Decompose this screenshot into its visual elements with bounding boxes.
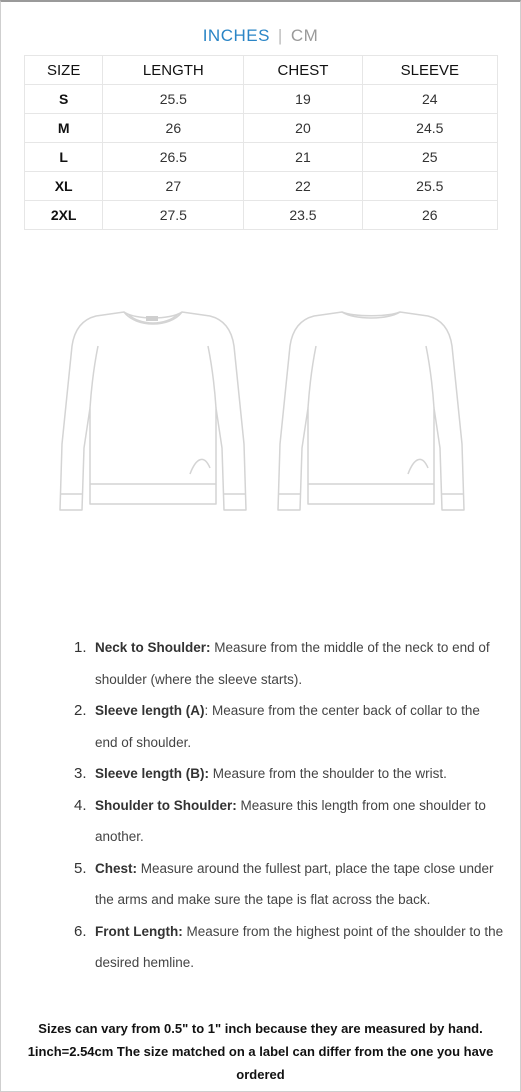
list-item [74, 790, 504, 853]
list-item [74, 758, 504, 790]
step-text: Measure around the fullest part, place the tape close under the arms and make sure the tape is flat across the back. [95, 860, 494, 907]
length-cell: 27 [103, 172, 244, 201]
step-text: Measure this length from one shoulder to another. [95, 797, 486, 844]
unit-toggle [0, 26, 521, 46]
length-cell: 27.5 [103, 201, 244, 230]
step-number: 3. [74, 765, 87, 782]
header-size: SIZE [25, 56, 103, 85]
list-item [74, 632, 504, 695]
length-cell: 25.5 [103, 85, 244, 114]
table-row [25, 201, 498, 230]
step-term: Shoulder to Shoulder: [95, 797, 237, 813]
header-length: LENGTH [103, 56, 244, 85]
table-row [25, 114, 498, 143]
step-term: Sleeve length (A) [95, 703, 205, 718]
sleeve-cell: 26 [362, 201, 497, 230]
sweatshirt-back-icon [278, 312, 464, 510]
chest-cell: 20 [244, 114, 362, 143]
step-text: Measure from the middle of the neck to end of shoulder (where the sleeve starts). [95, 640, 490, 687]
length-cell: 26 [103, 114, 244, 143]
unit-separator: | [277, 26, 283, 45]
measurement-steps [74, 632, 504, 979]
step-term: Chest: [95, 860, 138, 876]
step-term: Sleeve length (B): [95, 766, 210, 781]
size-table [24, 55, 498, 230]
sleeve-cell: 25 [362, 143, 497, 172]
size-cell: S [25, 85, 103, 114]
step-number: 4. [74, 796, 87, 814]
sleeve-cell: 24.5 [362, 114, 497, 143]
step-number: 2. [74, 702, 87, 719]
step-number: 1. [74, 639, 87, 656]
step-number: 5. [74, 859, 87, 877]
header-chest: CHEST [244, 56, 362, 85]
step-text: Measure from the highest point of the shoulder to the desired hemline. [95, 923, 504, 970]
step-number: 6. [74, 922, 87, 940]
sweatshirt-illustration [40, 298, 480, 538]
step-term: Neck to Shoulder: [95, 640, 211, 655]
table-row [25, 143, 498, 172]
step-term: Front Length: [95, 923, 183, 939]
chest-cell: 22 [244, 172, 362, 201]
size-disclaimer: Sizes can vary from 0.5" to 1" inch because they are measured by hand. 1inch=2.54cm The size matched on a label can differ from the one you have ordered [27, 1021, 494, 1082]
length-cell: 26.5 [103, 143, 244, 172]
list-item [74, 853, 504, 916]
chest-cell: 21 [244, 143, 362, 172]
step-text: Measure from the shoulder to the wrist. [209, 766, 447, 781]
size-cell: 2XL [25, 201, 103, 230]
table-header-row [25, 56, 498, 85]
sleeve-cell: 25.5 [362, 172, 497, 201]
table-row [25, 85, 498, 114]
unit-cm-tab[interactable]: CM [290, 26, 319, 45]
table-row [25, 172, 498, 201]
unit-inches-tab[interactable]: INCHES [202, 26, 270, 45]
step-text: : Measure from the center back of collar to the end of shoulder. [95, 703, 480, 750]
header-sleeve: SLEEVE [362, 56, 497, 85]
size-cell: XL [25, 172, 103, 201]
chest-cell: 19 [244, 85, 362, 114]
size-cell: M [25, 114, 103, 143]
chest-cell: 23.5 [244, 201, 362, 230]
list-item [74, 695, 504, 758]
list-item [74, 916, 504, 979]
sleeve-cell: 24 [362, 85, 497, 114]
size-cell: L [25, 143, 103, 172]
sweatshirt-front-icon [60, 312, 246, 510]
